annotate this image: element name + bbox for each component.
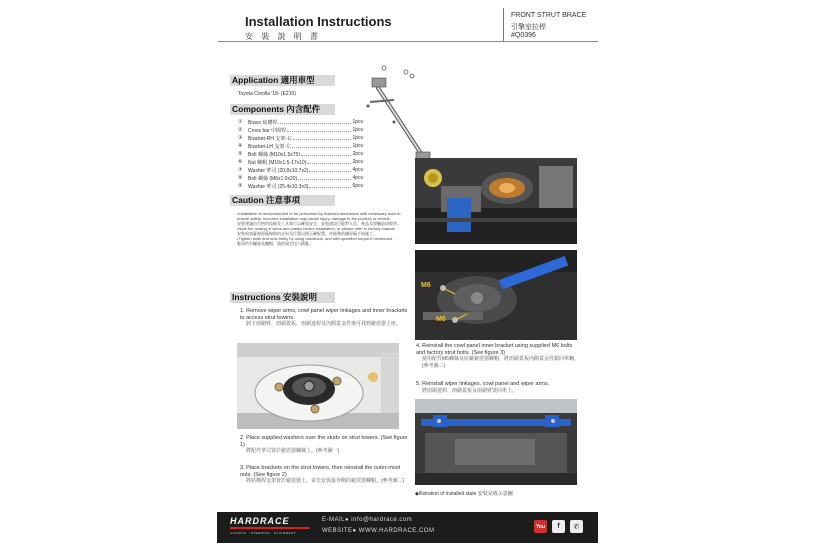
- product-name-cn: 引擎室拉桿: [511, 24, 546, 31]
- youtube-icon[interactable]: You: [534, 520, 547, 533]
- installed-state-photo: [415, 399, 577, 485]
- figure-2-photo: [415, 158, 577, 244]
- wechat-icon[interactable]: ✆: [570, 520, 583, 533]
- step-2: 2. Place supplied washers over the studs on strut towers. (See figure 1) 將配件華司置於避震器螺絲上。(參考圖一): [240, 435, 408, 454]
- hardrace-logo: HARDRACE CHASSIS · STEERING · ALIGNMENT: [230, 516, 310, 538]
- list-item: ⑧ Bolt 螺絲 (M6x1.0x20) 4pcs: [238, 175, 363, 182]
- facebook-icon[interactable]: f: [552, 520, 565, 533]
- installed-state-caption: ◆Illstration of installed state 安裝完成示意圖: [415, 491, 513, 497]
- step-4: 4. Reinstall the cowl panel inner bracket using supplied M6 bolts and factory strut bolts. (See figure 3) 使用配件M6螺絲及原廠避震器螺帽，將雨刷蓋板內側蓋金件鎖回車輛。(參考圖三): [416, 343, 579, 369]
- header-divider: [503, 8, 504, 42]
- step-1: 1. Remove wiper arms, cowl panel wiper linkages and inner brackets to access strut towers. 卸下雨刷臂、雨刷蓋板、雨刷連桿及內側蓋金件後可找到避震器上座。: [240, 308, 408, 327]
- figure-3-photo: [415, 250, 577, 340]
- brace-diagram: [364, 60, 436, 165]
- caution-heading: Caution 注意事項: [230, 195, 335, 206]
- list-item: ⑥ Nut 螺帽 (M10x1.5-17x10) 2pcs: [238, 159, 363, 166]
- list-item: ⑨ Washer 華司 (25.4x10.3x3) 6pcs: [238, 183, 363, 190]
- instructions-heading: Instructions 安裝說明: [230, 292, 335, 303]
- product-name: FRONT STRUT BRACE: [511, 12, 587, 19]
- list-item: ⑦ Washer 華司 (20.8x10.7x2) 4pcs: [238, 167, 363, 174]
- list-item: ④ Bracket-LH 支架-左 1pcs: [238, 143, 363, 150]
- header-rule: [218, 41, 598, 42]
- figure-1-photo: [237, 343, 399, 429]
- document-title: Installation Instructions: [245, 14, 392, 29]
- part-number: #Q0396: [511, 32, 536, 39]
- list-item: ② Cross bar 中間桿 1pcs: [238, 127, 363, 134]
- step-5: 5. Reinstall wiper linkages, cowl panel and wiper arms. 將雨刷連桿、雨刷蓋板及雨刷臂裝回車上。: [416, 381, 550, 394]
- footer-email[interactable]: E-MAIL● info@hardrace.com: [322, 517, 413, 523]
- footer-website[interactable]: WEBSITE● WWW.HARDRACE.COM: [322, 528, 435, 534]
- document-title-cn: 安 裝 說 明 書: [245, 32, 321, 41]
- m6-label-top: M6: [421, 282, 431, 289]
- m6-label-bottom: M6: [436, 316, 446, 323]
- step-3: 3. Place brackets on the strut towers, then reinstall the outer-most nuts. (See figure 2) 將結構桿支架置於避震器上，並先安裝最外側的避震器螺帽。(參考圖二): [240, 465, 405, 484]
- list-item: ⑤ Bolt 螺絲 (M10x1.5x75) 2pcs: [238, 151, 363, 158]
- caution-text: •Installation is recommended to be performed by licensed mechanics with necessary tools to ensure safety. Incorrect installation may cause injury, damage to the product or vehicle. 安裝建議由合格的技師及工具執行以確保安全，安裝錯誤可能對人員、產品及車輛造成傷害。 •Note the routing of wires and cables before installation, or please refer to factory manual. 安裝前請審視原廠線路的走向及位置以便正確配置，亦能夠依據原廠手冊施工。 •Tighten bolts and nuts firmly by using handtools, and with specified torque if mentioned. 緊固所有螺絲及螺帽，請依規定扭力鎖緊。: [237, 211, 401, 246]
- application-vehicle: Toyota Corolla '18- (E210): [238, 91, 296, 97]
- list-item: ① Brace 結構桿 1pcs: [238, 119, 363, 126]
- components-heading: Components 內含配件: [230, 104, 335, 115]
- application-heading: Application 適用車型: [230, 75, 335, 86]
- list-item: ③ Bracket-RH 支架-右 1pcs: [238, 135, 363, 142]
